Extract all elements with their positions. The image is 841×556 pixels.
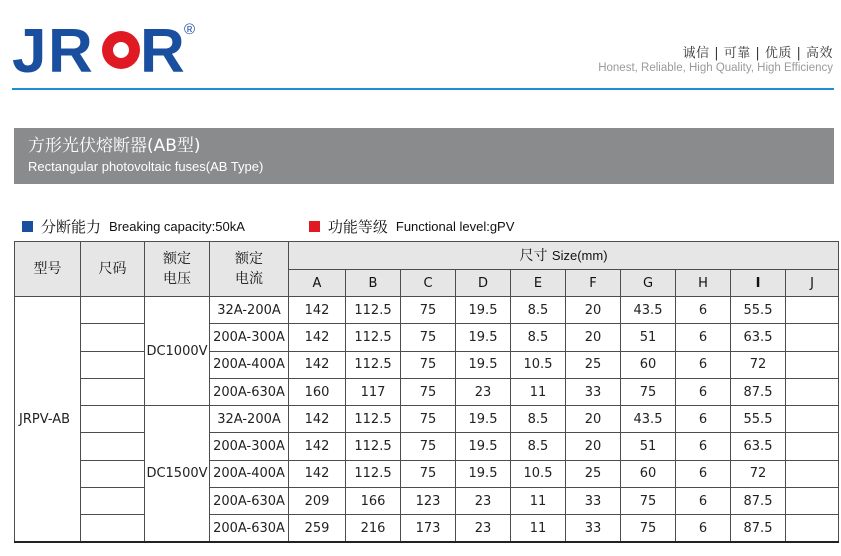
dim-cell: 6 [676,406,731,433]
dim-cell: 55.5 [731,297,786,324]
dim-cell: 166 [346,488,401,515]
dim-cell: 160 [289,378,346,405]
dim-cell: 6 [676,515,731,542]
dim-cell [786,378,839,405]
dim-cell: 6 [676,460,731,487]
table-row [15,406,839,433]
dim-cell: 6 [676,351,731,378]
dim-cell: 75 [621,378,676,405]
dim-cell: 25 [566,351,621,378]
dim-cell: 72 [731,351,786,378]
current-cell: 32A-200A [210,406,289,433]
dim-cell [786,351,839,378]
spec-table [14,241,839,543]
blue-square-icon [22,221,33,232]
dim-cell: 112.5 [346,351,401,378]
current-cell: 200A-630A [210,488,289,515]
dim-cell: 20 [566,324,621,351]
dim-cell: 6 [676,433,731,460]
header-model: 型号 [15,242,81,297]
registered-mark: ® [184,21,196,38]
table-row [15,378,839,405]
functional-level-en: Functional level:gPV [395,218,515,234]
jror-logo [12,14,202,82]
table-row [15,324,839,351]
dim-cell: 117 [346,378,401,405]
dim-cell: 19.5 [456,324,511,351]
title-banner [14,128,834,184]
dim-cell [786,406,839,433]
dim-cell: 75 [401,433,456,460]
dim-cell: 23 [456,378,511,405]
dim-cell: 19.5 [456,460,511,487]
dim-cell: 10.5 [511,460,566,487]
dim-cell: 112.5 [346,297,401,324]
header-dim-c: C [401,270,456,297]
header-dim-f: F [566,270,621,297]
dim-cell: 6 [676,488,731,515]
dim-cell: 11 [511,378,566,405]
header-dim-e: E [511,270,566,297]
dim-cell: 60 [621,460,676,487]
dim-cell: 6 [676,378,731,405]
dim-cell: 8.5 [511,406,566,433]
dim-cell: 8.5 [511,433,566,460]
header-dim-j: J [786,270,839,297]
dim-cell: 123 [401,488,456,515]
dim-cell: 142 [289,406,346,433]
voltage-cell: DC1000V [145,297,210,406]
dim-cell: 75 [401,324,456,351]
dim-cell: 51 [621,433,676,460]
dim-cell: 142 [289,433,346,460]
dim-cell: 11 [511,488,566,515]
dim-cell: 87.5 [731,378,786,405]
dim-cell [786,488,839,515]
dim-cell: 33 [566,378,621,405]
size-code-cell [81,460,145,487]
svg-text:R: R [140,17,185,82]
current-cell: 200A-630A [210,378,289,405]
size-code-cell [81,406,145,433]
dim-cell [786,515,839,542]
svg-text:J: J [12,17,45,82]
current-cell: 200A-300A [210,433,289,460]
breaking-capacity [22,216,245,237]
size-code-cell [81,378,145,405]
header-divider [12,88,834,90]
dim-cell: 51 [621,324,676,351]
breaking-capacity-en: Breaking capacity:50kA [109,218,245,234]
dim-cell: 60 [621,351,676,378]
dim-cell: 87.5 [731,515,786,542]
table-row [15,515,839,542]
dim-cell: 75 [401,460,456,487]
dim-cell [786,460,839,487]
table-row [15,351,839,378]
header-rated-voltage: 额定 电压 [145,242,210,297]
dim-cell: 33 [566,515,621,542]
dim-cell: 20 [566,297,621,324]
dim-cell: 142 [289,297,346,324]
dim-cell: 112.5 [346,324,401,351]
dim-cell: 75 [401,378,456,405]
size-code-cell [81,515,145,542]
header-size-code: 尺码 [81,242,145,297]
dim-cell: 173 [401,515,456,542]
dim-cell: 19.5 [456,297,511,324]
header-dim-b: B [346,270,401,297]
size-code-cell [81,488,145,515]
dim-cell: 142 [289,460,346,487]
size-code-cell [81,324,145,351]
voltage-cell: DC1500V [145,406,210,542]
dim-cell: 11 [511,515,566,542]
dim-cell: 75 [401,406,456,433]
dim-cell: 72 [731,460,786,487]
model-cell: JRPV-AB [15,297,81,543]
dim-cell: 63.5 [731,433,786,460]
table-row [15,433,839,460]
size-code-cell [81,297,145,324]
dim-cell: 23 [456,488,511,515]
dim-cell: 19.5 [456,406,511,433]
dim-cell: 19.5 [456,351,511,378]
dim-cell: 259 [289,515,346,542]
dim-cell: 55.5 [731,406,786,433]
dim-cell: 43.5 [621,297,676,324]
functional-level [309,216,515,237]
dim-cell: 20 [566,406,621,433]
dim-cell: 8.5 [511,324,566,351]
tagline-en: Honest, Reliable, High Quality, High Efficiency [598,62,833,74]
title-cn: 方形光伏熔断器(AB型) [28,136,201,156]
dim-cell: 112.5 [346,406,401,433]
dim-cell: 112.5 [346,433,401,460]
header-dim-d: D [456,270,511,297]
dim-cell: 8.5 [511,297,566,324]
title-en: Rectangular photovoltaic fuses(AB Type) [28,159,264,174]
dim-cell: 112.5 [346,460,401,487]
dim-cell: 10.5 [511,351,566,378]
dim-cell: 25 [566,460,621,487]
dim-cell: 6 [676,297,731,324]
dim-cell: 19.5 [456,433,511,460]
dim-cell: 209 [289,488,346,515]
dim-cell: 75 [621,515,676,542]
dim-cell [786,433,839,460]
dim-cell: 63.5 [731,324,786,351]
dim-cell: 20 [566,433,621,460]
current-cell: 32A-200A [210,297,289,324]
dim-cell: 6 [676,324,731,351]
svg-text:R: R [48,17,93,82]
header-size: 尺寸 Size(mm) [289,242,839,270]
red-square-icon [309,221,320,232]
table-row [15,488,839,515]
dim-cell: 23 [456,515,511,542]
dim-cell: 33 [566,488,621,515]
current-cell: 200A-300A [210,324,289,351]
header-dim-i: I [731,270,786,297]
dim-cell: 142 [289,324,346,351]
table-row [15,297,839,324]
header-dim-a: A [289,270,346,297]
spec-line [22,214,578,238]
dim-cell: 142 [289,351,346,378]
dim-cell [786,297,839,324]
header-rated-current: 额定 电流 [210,242,289,297]
dim-cell [786,324,839,351]
dim-cell: 87.5 [731,488,786,515]
functional-level-cn: 功能等级 [327,217,388,236]
header-dim-g: G [621,270,676,297]
dim-cell: 75 [401,297,456,324]
size-code-cell [81,433,145,460]
dim-cell: 75 [621,488,676,515]
dim-cell: 43.5 [621,406,676,433]
current-cell: 200A-630A [210,515,289,542]
dim-cell: 75 [401,351,456,378]
tagline-cn: 诚信 | 可靠 | 优质 | 高效 [682,46,833,61]
header-dim-h: H [676,270,731,297]
current-cell: 200A-400A [210,460,289,487]
breaking-capacity-cn: 分断能力 [41,217,102,236]
current-cell: 200A-400A [210,351,289,378]
size-code-cell [81,351,145,378]
table-row [15,460,839,487]
dim-cell: 216 [346,515,401,542]
